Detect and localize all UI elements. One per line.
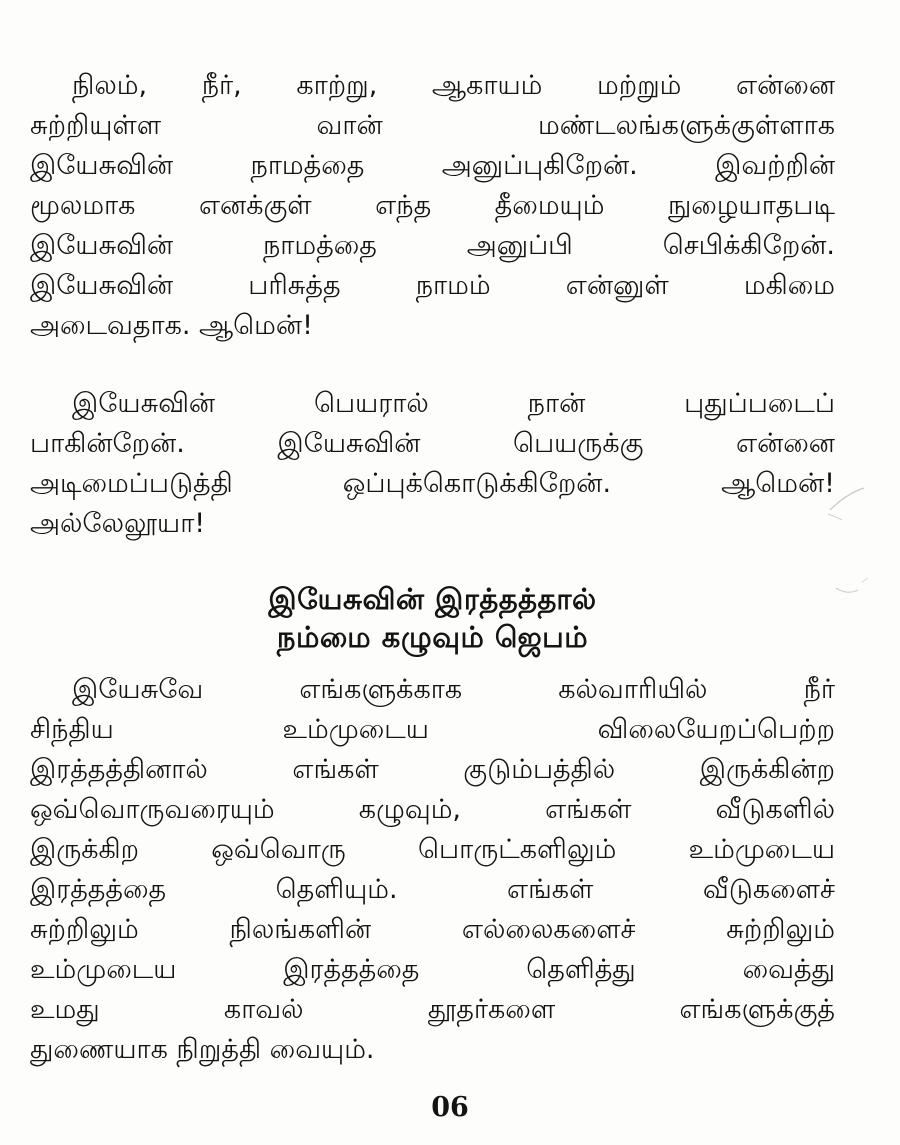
text-line: இருக்கிற ஒவ்வொரு பொருட்களிலும் உம்முடைய [30, 834, 835, 865]
section-heading [30, 580, 835, 656]
heading-line-1: இயேசுவின் இரத்தத்தால் [268, 582, 597, 616]
text-line: அல்லேலூயா! [30, 508, 206, 539]
text-line: சுற்றியுள்ள வான் மண்டலங்களுக்குள்ளாக [30, 110, 835, 141]
text-line: துணையாக நிறுத்தி வையும். [30, 1034, 375, 1065]
text-line: உம்முடைய இரத்தத்தை தெளித்து வைத்து [30, 954, 835, 985]
heading-line-2: நம்மை கழுவும் ஜெபம் [276, 620, 589, 654]
prayer-paragraph [30, 670, 835, 1070]
text-line: நிலம், நீர், காற்று, ஆகாயம் மற்றும் என்னை [72, 70, 835, 101]
text-line: ஒவ்வொருவரையும் கழுவும், எங்கள் வீடுகளில் [30, 794, 835, 825]
text-line: இயேசுவே எங்களுக்காக கல்வாரியில் நீர் [72, 674, 835, 705]
text-line: இயேசுவின் நாமத்தை அனுப்புகிறேன். இவற்றின் [30, 150, 835, 181]
text-line: அடைவதாக. ஆமென்! [30, 310, 313, 341]
text-line: இயேசுவின் நாமத்தை அனுப்பி செபிக்கிறேன். [30, 230, 835, 261]
paragraph-1 [30, 66, 835, 346]
text-line: இரத்தத்தை தெளியும். எங்கள் வீடுகளைச் [30, 874, 835, 905]
text-line: சிந்திய உம்முடைய விலையேறப்பெற்ற [30, 714, 835, 745]
text-line: பாகின்றேன். இயேசுவின் பெயருக்கு என்னை [30, 428, 835, 459]
text-line: உமது காவல் தூதர்களை எங்களுக்குத் [30, 994, 835, 1025]
text-line: மூலமாக எனக்குள் எந்த தீமையும் நுழையாதபடி [30, 190, 835, 221]
text-line: இரத்தத்தினால் எங்கள் குடும்பத்தில் இருக்கின்ற [30, 754, 835, 785]
text-line: சுற்றிலும் நிலங்களின் எல்லைகளைச் சுற்றிலும் [30, 914, 835, 945]
page-content [30, 66, 835, 1070]
text-line: இயேசுவின் பரிசுத்த நாமம் என்னுள் மகிமை [30, 270, 835, 301]
page-number: 06 [431, 1092, 469, 1123]
paragraph-2 [30, 384, 835, 544]
text-line: இயேசுவின் பெயரால் நான் புதுப்படைப் [72, 388, 835, 419]
text-line: அடிமைப்படுத்தி ஒப்புக்கொடுக்கிறேன். ஆமென்! [30, 468, 835, 499]
